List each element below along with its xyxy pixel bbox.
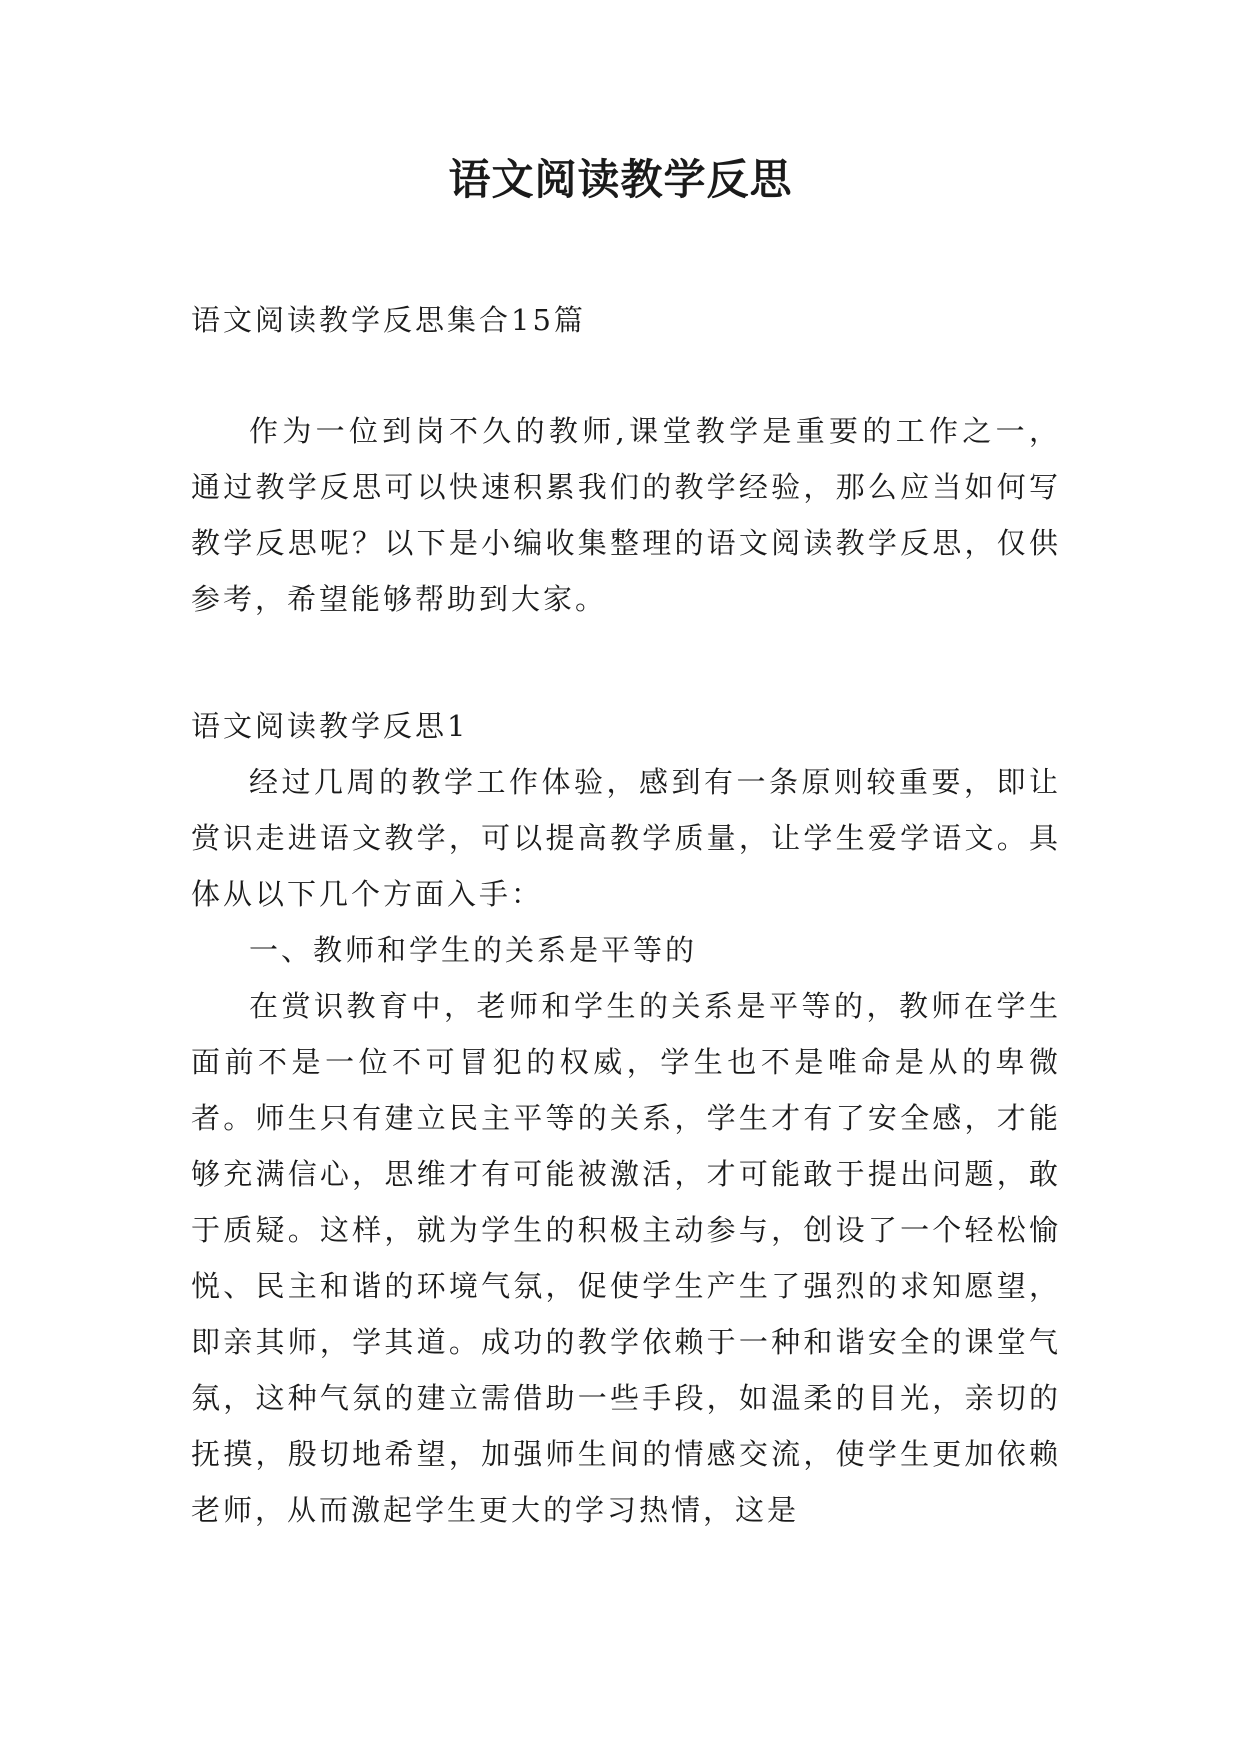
section-1-paragraph-2: 在赏识教育中，老师和学生的关系是平等的，教师在学生面前不是一位不可冒犯的权威，学生也不是唯命是从的卑微者。师生只有建立民主平等的关系，学生才有了安全感，才能够充满信心，思维才有可能被激活，才可能敢于提出问题，敢于质疑。这样，就为学生的积极主动参与，创设了一个轻松愉悦、民主和谐的环境气氛，促使学生产生了强烈的求知愿望，即亲其师，学其道。成功的教学依赖于一种和谐安全的课堂气氛，这种气氛的建立需借助一些手段，如温柔的目光，亲切的抚摸，殷切地希望，加强师生间的情感交流，使学生更加依赖老师，从而激起学生更大的学习热情，这是 [191, 989, 1061, 1527]
section-1-paragraph-1: 经过几周的教学工作体验，感到有一条原则较重要，即让赏识走进语文教学，可以提高教学质量，让学生爱学语文。具体从以下几个方面入手： [191, 765, 1061, 911]
intro-paragraph: 作为一位到岗不久的教师,课堂教学是重要的工作之一，通过教学反思可以快速积累我们的教学经验，那么应当如何写教学反思呢？以下是小编收集整理的语文阅读教学反思，仅供参考，希望能够帮助到大家。 [191, 414, 1061, 616]
collection-subtitle: 语文阅读教学反思集合15篇 [191, 303, 586, 337]
document-title: 语文阅读教学反思 [448, 155, 793, 204]
section-1-point-1: 一、教师和学生的关系是平等的 [249, 933, 698, 967]
section-1-heading: 语文阅读教学反思1 [191, 709, 469, 743]
